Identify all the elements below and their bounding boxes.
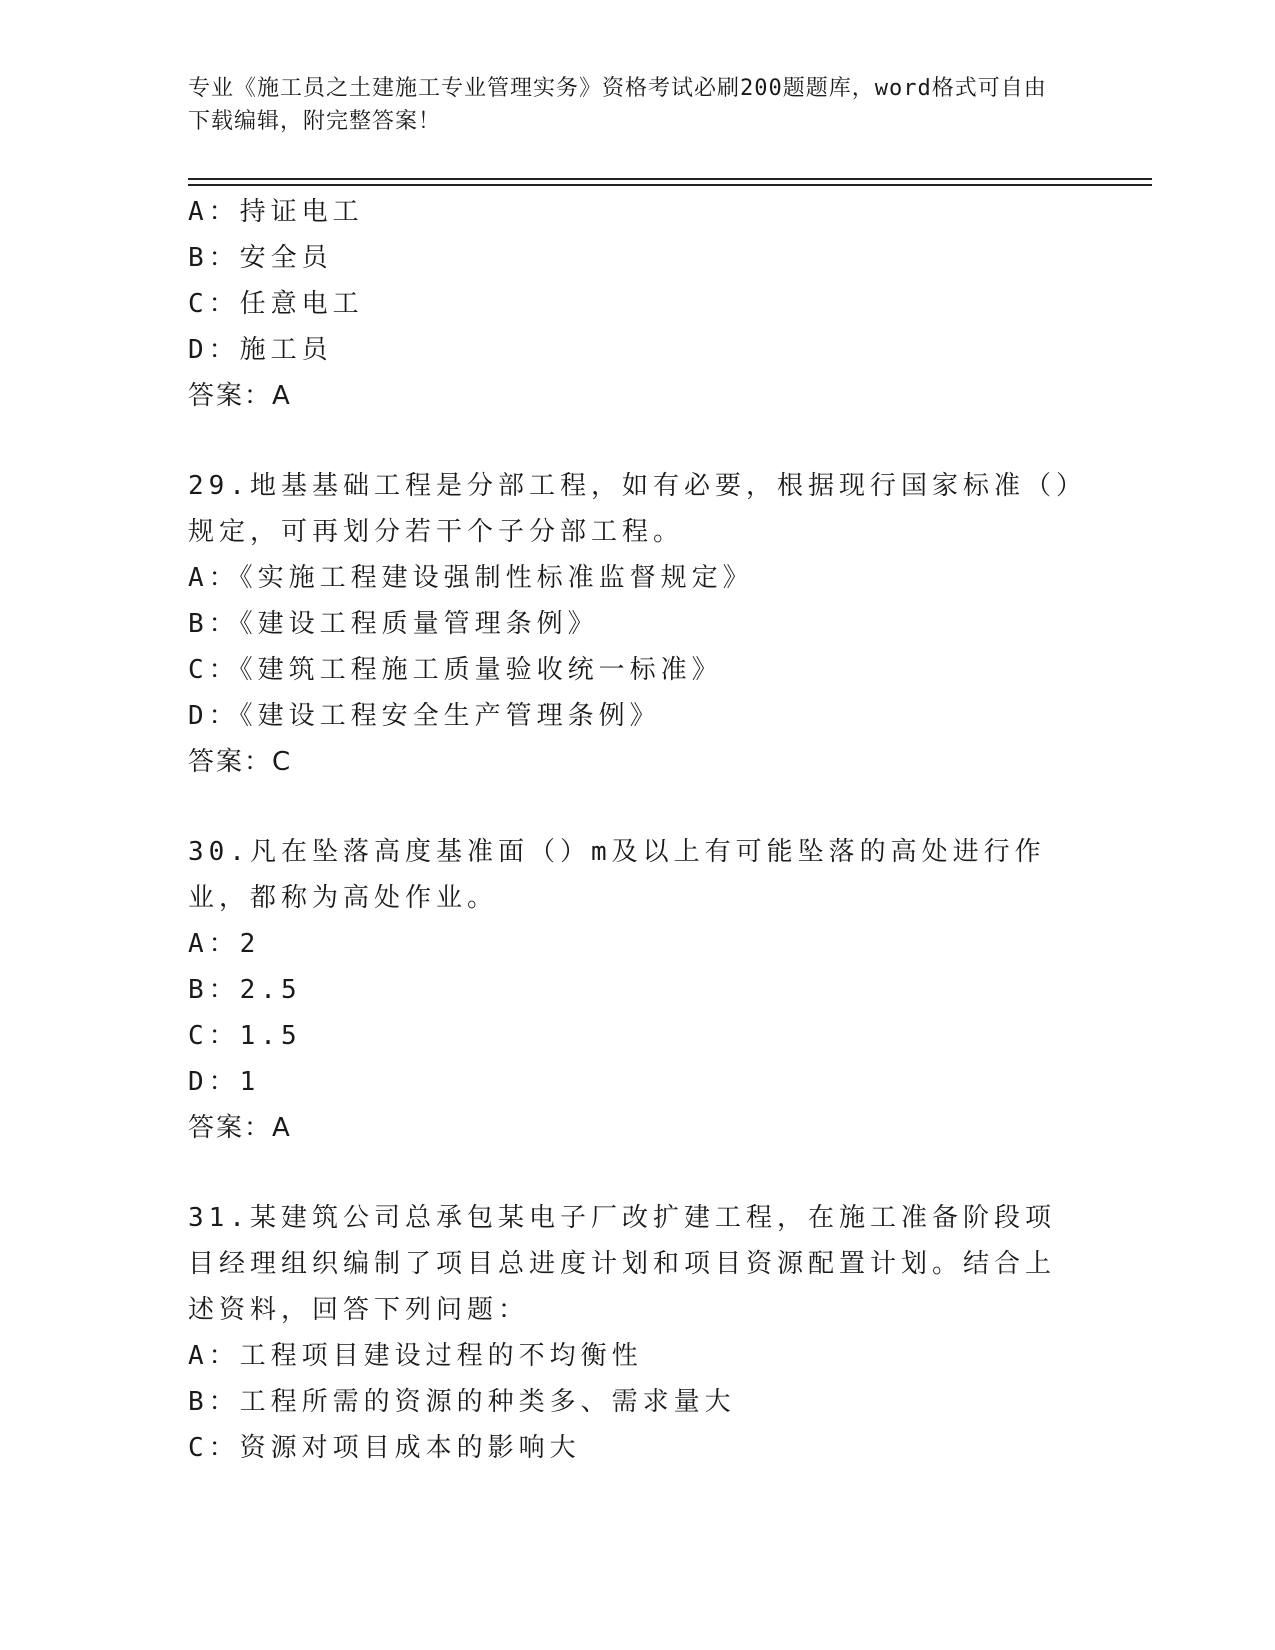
option-d: D：施工员 — [188, 335, 333, 365]
answer: 答案：C — [188, 747, 293, 777]
question-28 — [188, 189, 1088, 419]
question-stem: 31.某建筑公司总承包某电子厂改扩建工程，在施工准备阶段项目经理组织编制了项目总进度计划和项目资源配置计划。结合上述资料，回答下列问题： — [188, 1203, 1057, 1325]
answer: 答案：A — [188, 381, 292, 411]
question-stem: 29.地基基础工程是分部工程，如有必要，根据现行国家标准（）规定，可再划分若干个子分部工程。 — [188, 471, 1074, 547]
option-c: C：《建筑工程施工质量验收统一标准》 — [188, 655, 723, 685]
question-stem: 30.凡在坠落高度基准面（）m及以上有可能坠落的高处进行作业，都称为高处作业。 — [188, 837, 1046, 913]
header-rule-top — [188, 178, 1152, 180]
answer: 答案：A — [188, 1113, 292, 1143]
option-b: B：2.5 — [188, 975, 302, 1005]
question-content — [188, 189, 1088, 1471]
question-30 — [188, 829, 1088, 1151]
option-a: A：工程项目建设过程的不均衡性 — [188, 1341, 643, 1371]
option-d: D：《建设工程安全生产管理条例》 — [188, 701, 661, 731]
option-c: C：任意电工 — [188, 289, 364, 319]
question-31 — [188, 1195, 1088, 1471]
option-a: A：持证电工 — [188, 197, 364, 227]
option-a: A：2 — [188, 929, 261, 959]
option-a: A：《实施工程建设强制性标准监督规定》 — [188, 563, 754, 593]
document-header: 专业《施工员之土建施工专业管理实务》资格考试必刷200题题库，word格式可自由下载编辑，附完整答案！ — [188, 76, 1047, 134]
option-b: B：工程所需的资源的种类多、需求量大 — [188, 1387, 736, 1417]
header-rule-bottom — [188, 184, 1152, 186]
question-29 — [188, 463, 1088, 785]
option-c: C：1.5 — [188, 1021, 302, 1051]
option-d: D：1 — [188, 1067, 261, 1097]
option-c: C：资源对项目成本的影响大 — [188, 1433, 581, 1463]
option-b: B：《建设工程质量管理条例》 — [188, 609, 599, 639]
option-b: B：安全员 — [188, 243, 333, 273]
